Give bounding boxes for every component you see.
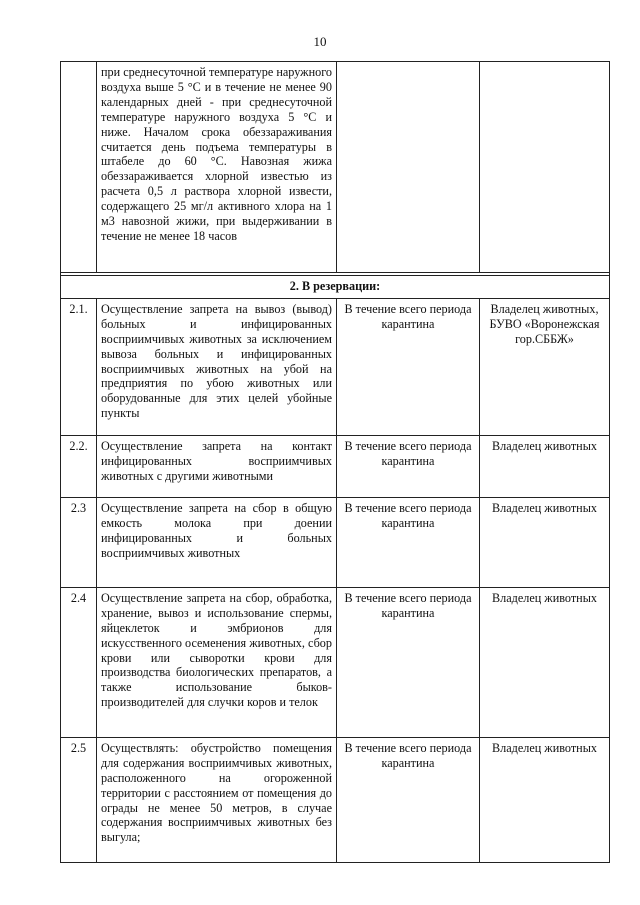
row-number-cell: 2.3: [61, 497, 97, 587]
responsible-cell: Владелец животных, БУВО «Воронежская гор.СББЖ»: [480, 298, 610, 435]
page-number: 10: [313, 34, 327, 49]
table-row: [61, 497, 610, 587]
section-title: 2. В резервации:: [61, 276, 610, 299]
row-number-cell: 2.4: [61, 587, 97, 737]
measures-table: [60, 61, 610, 863]
table-row: [61, 737, 610, 862]
responsible-cell: Владелец животных: [480, 435, 610, 497]
table-row: [61, 62, 610, 273]
responsible-cell: Владелец животных: [480, 587, 610, 737]
section-header-row: [61, 276, 610, 299]
table-row: [61, 435, 610, 497]
table-row: [61, 298, 610, 435]
row-number-cell: 2.5: [61, 737, 97, 862]
term-cell: В течение всего периода карантина: [337, 497, 480, 587]
action-cell: Осуществлять: обустройство помещения для содержания восприимчивых животных, расположенного на огороженной территории с расстоянием от помещения до ограды не менее 50 метров, в случае содержания восприимчивых животных без выгула;: [97, 737, 337, 862]
responsible-cell: Владелец животных: [480, 737, 610, 862]
term-cell: В течение всего периода карантина: [337, 737, 480, 862]
action-cell: Осуществление запрета на контакт инфицированных восприимчивых животных с другими животными: [97, 435, 337, 497]
action-cell: Осуществление запрета на сбор, обработка, хранение, вывоз и использование спермы, яйцеклеток и эмбрионов для искусственного осеменения животных, сбор крови или сыворотки крови для производства биологических препаратов, а также использование быков-производителей для случки коров и телок: [97, 587, 337, 737]
term-cell: В течение всего периода карантина: [337, 435, 480, 497]
row-number-cell: 2.1.: [61, 298, 97, 435]
responsible-cell: Владелец животных: [480, 497, 610, 587]
row-number-cell: 2.2.: [61, 435, 97, 497]
row-number-cell: [61, 62, 97, 273]
term-cell: [337, 62, 480, 273]
action-cell: при среднесуточной температуре наружного воздуха выше 5 °С и в течение не менее 90 календарных дней - при среднесуточной температуре наружного воздуха 5 °С и ниже. Началом срока обеззараживания считается день подъема температуры в штабеле до 60 °С. Навозная жижа обеззараживается хлорной известью из расчета 0,5 л раствора хлорной извести, содержащего 25 мг/л активного хлора на 1 м3 навозной жижи, при выдерживании в течение не менее 18 часов: [97, 62, 337, 273]
term-cell: В течение всего периода карантина: [337, 298, 480, 435]
responsible-cell: [480, 62, 610, 273]
action-cell: Осуществление запрета на вывоз (вывод) больных и инфицированных восприимчивых животных за исключением вывоза больных и инфицированных восприимчивых животных на убой на предприятия по убою животных или оборудованные для этих целей убойные пункты: [97, 298, 337, 435]
term-cell: В течение всего периода карантина: [337, 587, 480, 737]
action-cell: Осуществление запрета на сбор в общую емкость молока при доении инфицированных и больных восприимчивых животных: [97, 497, 337, 587]
table-row: [61, 587, 610, 737]
